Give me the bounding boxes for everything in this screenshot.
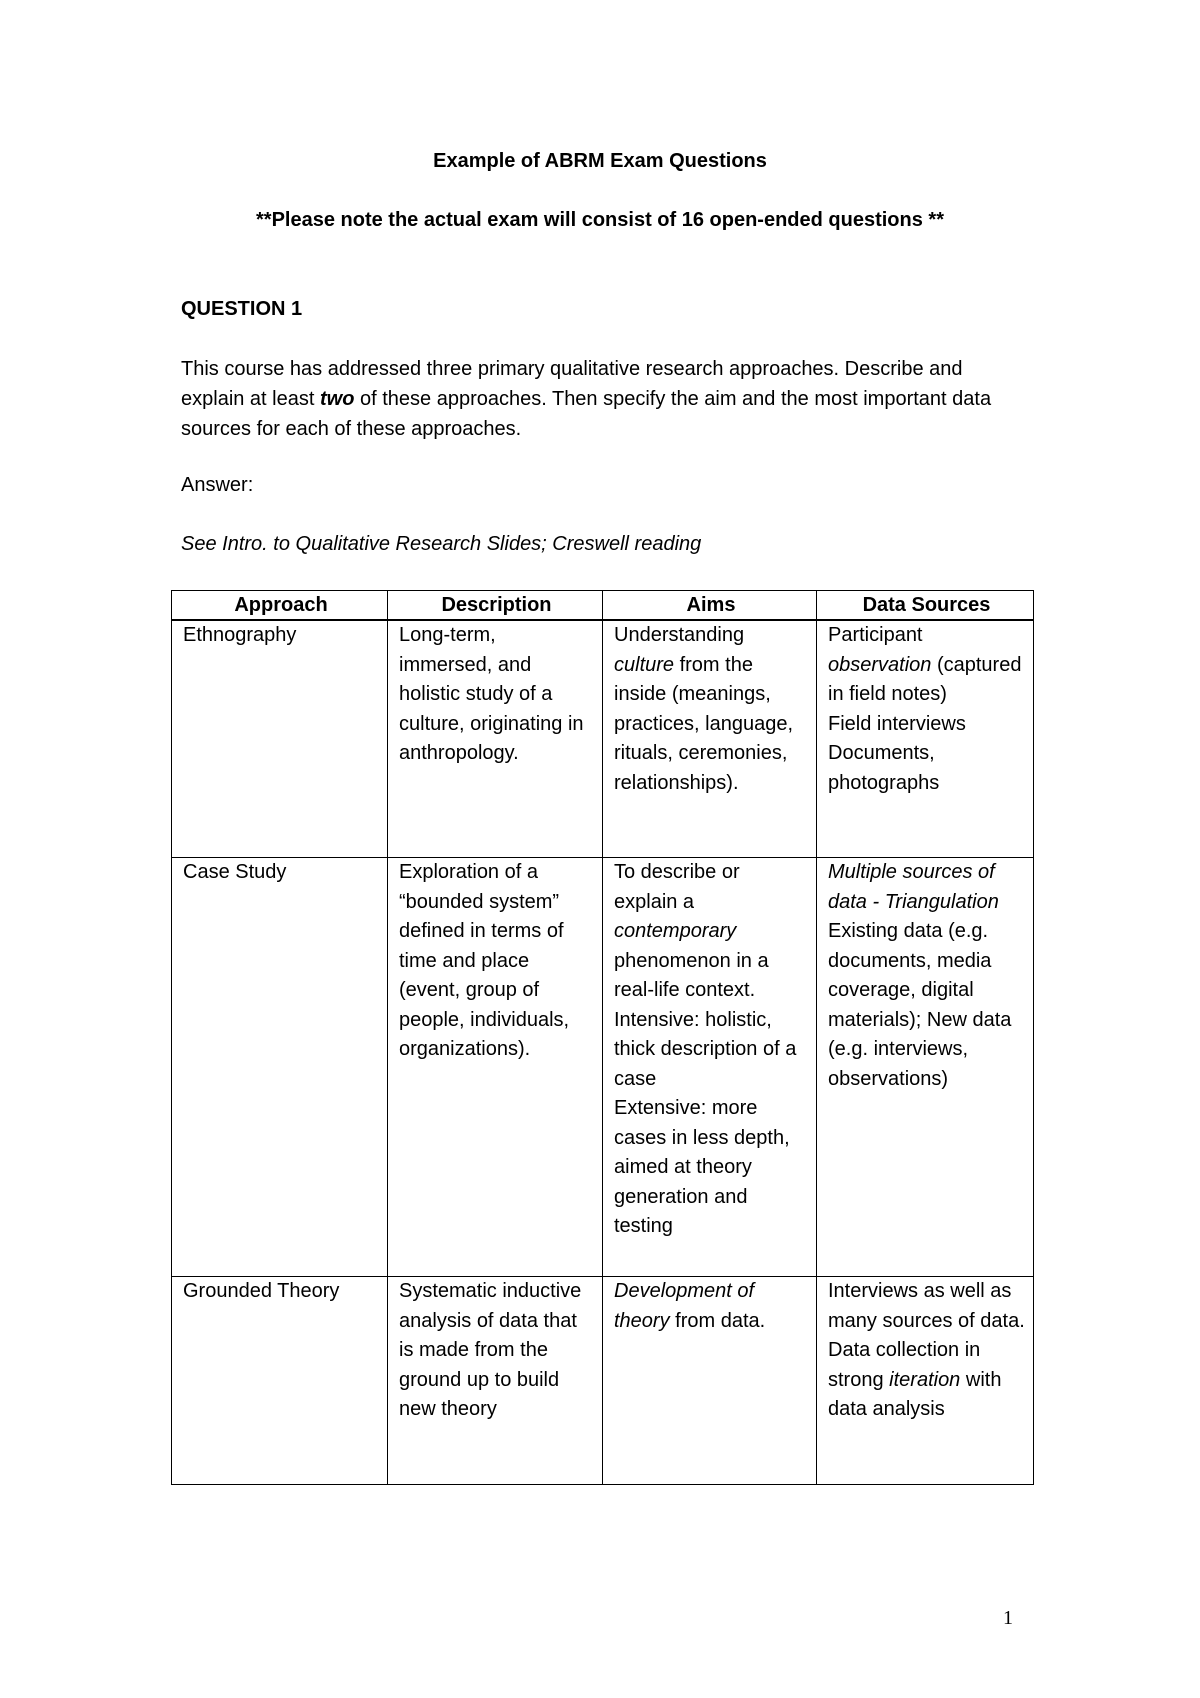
sources-text: with data analysis (828, 1368, 1002, 1420)
cell-approach: Grounded Theory (172, 1277, 388, 1485)
sources-text: (captured in field notes) (828, 653, 1022, 705)
header-approach: Approach (172, 591, 388, 621)
aims-text: phenomenon in a real-life context. (614, 949, 769, 1001)
exam-note: **Please note the actual exam will consist of 16 open-ended questions ** (256, 209, 944, 231)
sources-emphasis: iteration (889, 1368, 961, 1391)
sources-line: Existing data (e.g. documents, media coverage, digital materials); New data (e.g. interviews, observations) (828, 920, 1012, 1090)
cell-description: Systematic inductive analysis of data that is made from the ground up to build new theory (388, 1277, 603, 1485)
page-number: 1 (1003, 1607, 1013, 1629)
header-data-sources: Data Sources (817, 591, 1034, 621)
cell-aims (603, 858, 817, 1277)
cell-description: Exploration of a “bounded system” defined in terms of time and place (event, group of people, individuals, organizations). (388, 858, 603, 1277)
sources-line: Documents, photographs (828, 742, 940, 794)
aims-text: from the inside (meanings, practices, language, rituals, ceremonies, relationships). (614, 653, 794, 794)
sources-line: Interviews as well as many sources of data. (828, 1280, 1025, 1332)
header-aims: Aims (603, 591, 817, 621)
question-text-part-2: of these approaches. Then specify the aim and the most important data sources for each of these approaches. (181, 388, 992, 440)
sources-emphasis: Multiple sources of data - Triangulation (828, 861, 999, 913)
cell-data-sources (817, 1277, 1034, 1485)
aims-emphasis: Development of theory (614, 1280, 755, 1332)
cell-aims (603, 620, 817, 858)
cell-data-sources (817, 620, 1034, 858)
cell-description: Long-term, immersed, and holistic study of a culture, originating in anthropology. (388, 620, 603, 858)
cell-approach: Case Study (172, 858, 388, 1277)
aims-text: Understanding (614, 624, 745, 646)
approaches-table (171, 590, 1034, 1485)
answer-reference: See Intro. to Qualitative Research Slides; Creswell reading (181, 533, 702, 555)
cell-data-sources (817, 858, 1034, 1277)
question-text-part-1: This course has addressed three primary qualitative research approaches. Describe and explain at least (181, 358, 963, 410)
question-text-emphasis: two (319, 388, 355, 410)
sources-text: Data collection in strong (828, 1339, 981, 1391)
cell-approach: Ethnography (172, 620, 388, 858)
aims-line: Intensive: holistic, thick description of a case (614, 1008, 797, 1090)
aims-emphasis: contemporary (614, 920, 737, 942)
aims-line: Extensive: more cases in less depth, aimed at theory generation and testing (614, 1097, 790, 1237)
aims-text: from data. (669, 1309, 766, 1332)
table-row-ethnography (172, 620, 1034, 858)
cell-aims (603, 1277, 817, 1485)
aims-emphasis: culture (614, 653, 675, 676)
document-title: Example of ABRM Exam Questions (433, 150, 767, 172)
table-header-row (172, 591, 1034, 621)
sources-emphasis: observation (828, 653, 932, 676)
sources-text: Participant (828, 624, 923, 646)
sources-line: Field interviews (828, 712, 966, 735)
header-description: Description (388, 591, 603, 621)
question-text (181, 354, 1021, 444)
table-row-grounded-theory (172, 1277, 1034, 1485)
table-row-case-study (172, 858, 1034, 1277)
aims-text: To describe or explain a (614, 861, 740, 913)
question-heading: QUESTION 1 (181, 298, 303, 320)
answer-label: Answer: (181, 474, 254, 496)
